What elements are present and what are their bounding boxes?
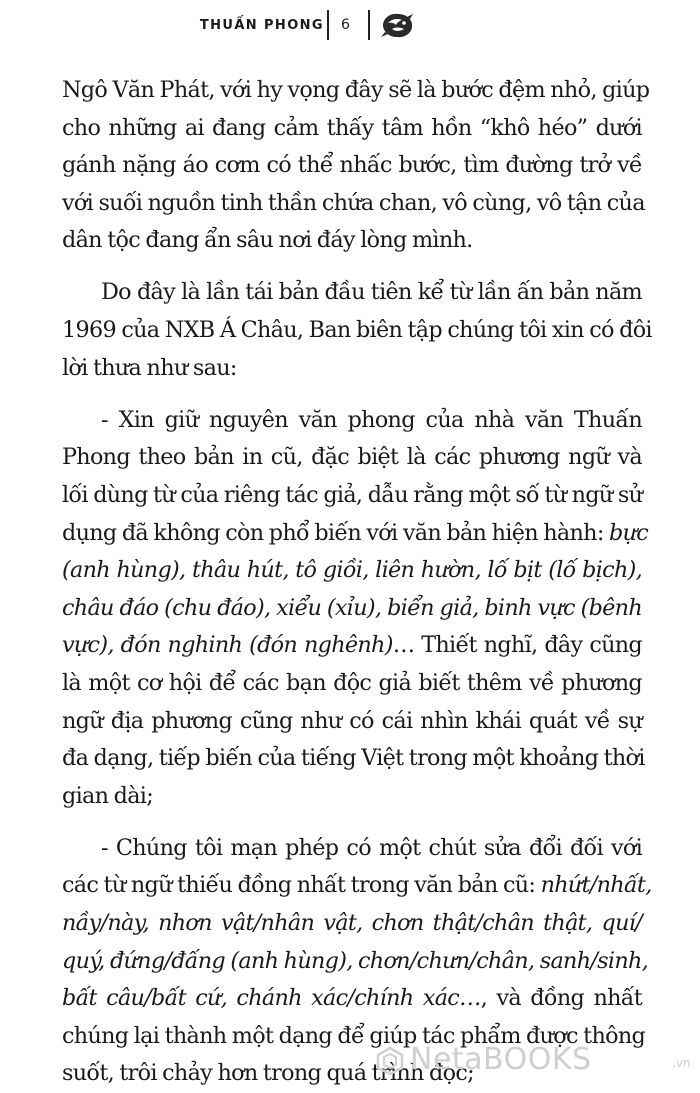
text-line: Phong theo bản in cũ, đặc biệt là các phương ngữ và <box>62 444 642 471</box>
page-number: 6 <box>341 17 350 33</box>
text-line: lối dùng từ của riêng tác giả, dẫu rằng một số từ ngữ sử <box>62 481 643 508</box>
text-line: nầy/này, nhơn vật/nhân vật, chơn thật/chân thật, quí/ <box>62 909 642 936</box>
text-line: - Xin giữ nguyên văn phong của nhà văn Thuấn <box>101 406 642 433</box>
book-logo-icon <box>376 1046 404 1076</box>
watermark-domain: .vn <box>672 1056 691 1070</box>
header-divider <box>368 10 370 40</box>
text-segment: , và đồng nhất <box>480 985 642 1012</box>
text-segment: … Thiết nghĩ, đây cũng <box>392 632 642 659</box>
text-line <box>62 515 649 553</box>
text-line: châu đáo (chu đáo), xiểu (xỉu), biển giả, binh vực (bênh <box>62 594 642 621</box>
text-line <box>62 627 642 665</box>
text-line: đa dạng, tiếp biến của tiếng Việt trong một khoảng thời <box>62 745 645 772</box>
text-line: với suối nguồn tinh thần chứa chan, vô cùng, vô tận của <box>62 189 645 216</box>
italic-term: vực), đón nghinh (đón nghênh) <box>62 632 393 659</box>
text-line: Ngô Văn Phát, với hy vọng đây sẽ là bước đệm nhỏ, giúp <box>62 77 650 103</box>
italic-term: nhứt/nhất, <box>540 872 652 899</box>
text-line: - Chúng tôi mạn phép có một chút sửa đổi đối với <box>101 834 642 861</box>
italic-term: bất câu/bất cứ, chánh xác/chính xác… <box>62 985 481 1012</box>
text-line: Do đây là lần tái bản đầu tiên kể từ lần ấn bản năm <box>101 279 642 306</box>
header-author: THUẤN PHONG <box>199 18 324 33</box>
text-line: (anh hùng), thâu hút, tô giồi, liên hườn, lố bịt (lố bịch), <box>62 557 642 584</box>
text-line: 1969 của NXB Á Châu, Ban biên tập chúng tôi xin có đôi <box>62 317 652 344</box>
text-line: lời thưa như sau: <box>62 354 237 381</box>
text-line: cho những ai đang cảm thấy tâm hồn “khô héo” dưới <box>62 114 642 141</box>
header-divider <box>327 10 329 40</box>
text-line: ngữ địa phương cũng như có cái nhìn khái quát về sự <box>62 707 642 734</box>
text-segment: các từ ngữ thiếu đồng nhất trong văn bản cũ: <box>62 872 536 899</box>
text-line <box>62 867 652 905</box>
body-text <box>62 72 652 1093</box>
text-line: gánh nặng áo cơm có thể nhấc bước, tìm đường trở về <box>62 152 642 179</box>
running-header <box>0 10 700 44</box>
watermark-brand: NetaBOOKS <box>410 1042 592 1077</box>
text-segment: dụng đã không còn phổ biến với văn bản hiện hành: <box>62 519 604 546</box>
text-line: suốt, trôi chảy hơn trong quá trình đọc; <box>62 1060 474 1087</box>
italic-term: bực <box>609 519 649 546</box>
text-line: dân tộc đang ẩn sâu nơi đáy lòng mình. <box>62 227 473 254</box>
text-line: chúng lại thành một dạng để giúp tác phẩm được thông <box>62 1022 646 1049</box>
dragon-emblem-icon <box>380 10 416 40</box>
text-line <box>62 980 642 1018</box>
watermark <box>376 1042 696 1082</box>
text-line: gian dài; <box>62 782 154 809</box>
text-line: là một cơ hội để các bạn độc giả biết thêm về phương <box>62 669 642 696</box>
text-line: quý, đứng/đấng (anh hùng), chơn/chưn/chân, sanh/sinh, <box>62 947 649 974</box>
